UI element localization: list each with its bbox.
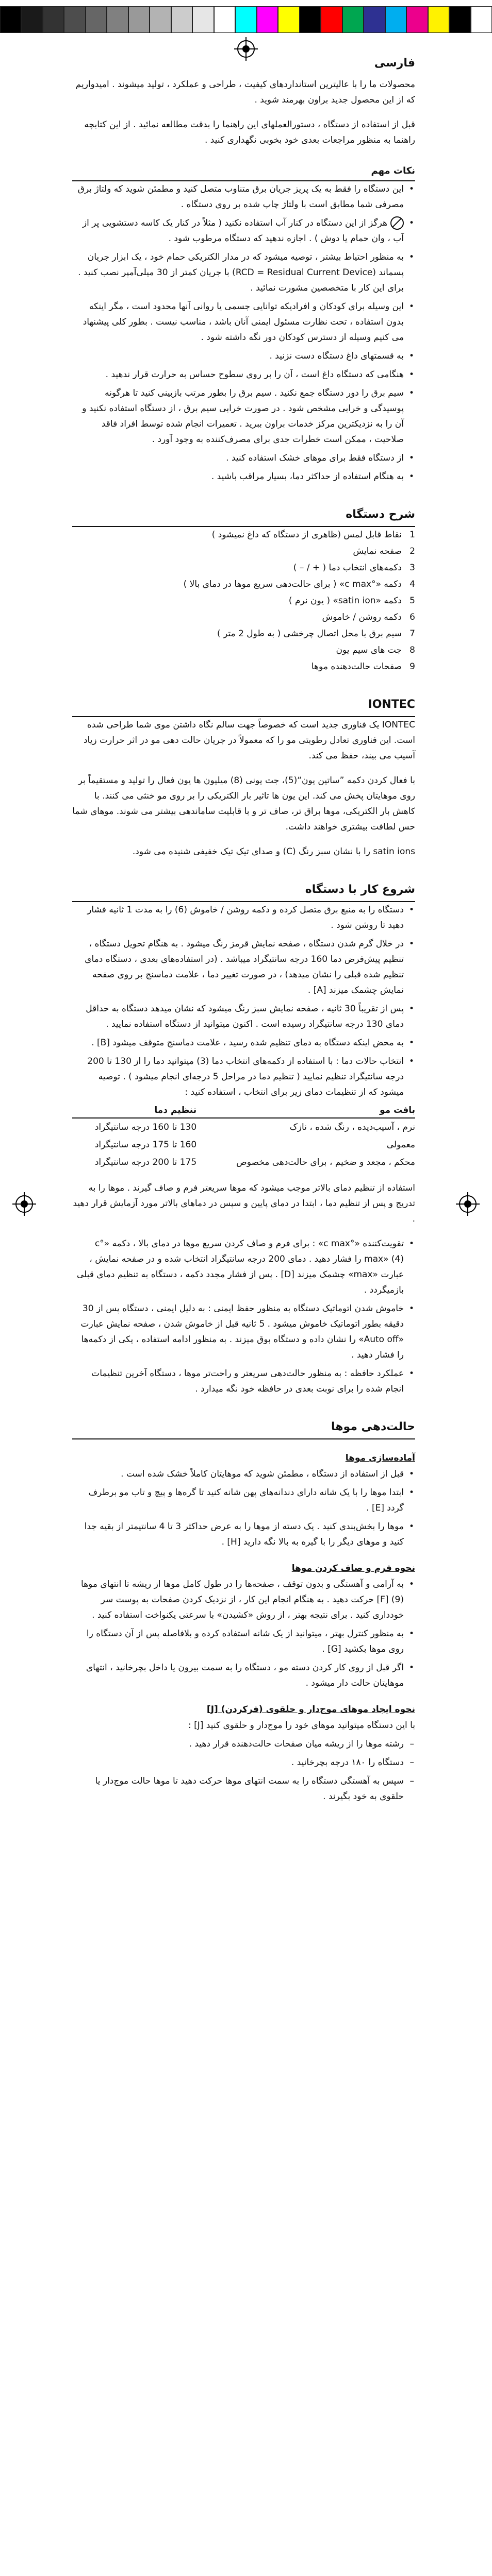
table-cell: 130 تا 160 درجه سانتیگراد xyxy=(94,1122,197,1132)
part-item: 7 سیم برق با محل اتصال چرخشی ( به طول 2 متر ) xyxy=(72,626,415,641)
table-row xyxy=(72,1154,415,1171)
divider xyxy=(72,1438,415,1439)
description-heading: شرح دستگاه xyxy=(346,508,415,521)
list-item: • به هنگام استفاده از حداکثر دما، بسیار مراقب باشید . xyxy=(72,469,415,484)
prep-heading: آماده‌سازی موها xyxy=(345,1453,415,1463)
color-swatch xyxy=(235,6,256,33)
table-header-type: بافت مو xyxy=(196,1103,415,1118)
list-item: • به محض اینکه دستگاه به دمای تنظیم شده رسید ، علامت دماسنج متوقف میشود [B] . xyxy=(72,1035,415,1050)
list-item: – سپس به آهستگی دستگاه را به سمت انتهای موها حرکت دهید تا موها حالت موج‌دار یا حلقوی به خود بگیرند . xyxy=(72,1773,415,1804)
color-swatch xyxy=(64,6,85,33)
intro-paragraph: محصولات ما را با عالیترین استانداردهای کیفیت ، طراحی و عملکرد ، تولید میشوند . امیدواریم که از این محصول جدید براون بهرمند شوید . xyxy=(75,79,415,105)
color-swatch xyxy=(150,6,171,33)
color-swatch xyxy=(342,6,364,33)
color-swatch xyxy=(86,6,107,33)
list-item: – دستگاه را ۱۸۰ درجه بچرخانید . xyxy=(72,1755,415,1770)
table-row xyxy=(72,1136,415,1154)
straighten-heading: نحوه فرم و صاف کردن موها xyxy=(291,1563,415,1573)
parts-list xyxy=(72,527,415,674)
iontec-paragraph: با فعال کردن دکمه ”ساتین یون“(5)، جت یونی (8) میلیون ها یون فعال را تولید و مستقیماً بر روی موهایتان پخش می کند. این یون ها تاثیر بار الکتریکی را بر روی مو خنثی می کنند. با کاهش بار الکتریکی، موها براق تر، صاف تر و با قابلیت ساماندهی بیشتر می شوند. موهای شما حس لطافت بیشتری خواهند داشت. xyxy=(72,775,415,832)
color-swatch xyxy=(21,6,42,33)
memory-feature: • عملکرد حافظه : به منظور حالت‌دهی سریعتر و راحت‌تر موها ، دستگاه آخرین تنظیمات انجام شده را برای نوبت بعدی در حافظه خود نگه میدارد . xyxy=(72,1366,415,1397)
color-swatch xyxy=(449,6,470,33)
list-item: • این وسیله برای کودکان و افرادیکه توانایی جسمی یا روانی آنها محدود است ، مگر اینکه بدون استفاده ، تحت نظارت مسئول ایمنی آنان باشد ، مناسب نیست . بطور کلی پیشنهاد می کنیم وسیله از دسترس کودکان دور نگه داشته شود . xyxy=(72,299,415,345)
no-water-icon xyxy=(390,216,404,230)
list-item: • سیم برق را دور دستگاه جمع نکنید . سیم برق را بطور مرتب بازبینی کنید تا هرگونه پوسیدگی و خرابی مشخص شود . در صورت خرابی سیم برق ، از دستگاه استفاده نکنید و آن را به نزدیکترین مرکز خدمات براون ببرید . تعمیرات انجام شده توسط افراد فاقد صلاحیت ، ممکن است خطرات جدی برای مصرف‌کننده به وجود آورد . xyxy=(72,385,415,447)
table-cell: 160 تا 175 درجه سانتیگراد xyxy=(94,1140,197,1150)
part-item: 3 دکمه‌های انتخاب دما ( + / – ) xyxy=(72,560,415,575)
temp-select-list xyxy=(72,1054,415,1100)
part-item: 6 دکمه روشن / خاموش xyxy=(72,609,415,625)
part-item: 1 نقاط قابل لمس (ظاهری از دستگاه که داغ نمیشود ) xyxy=(72,527,415,543)
start-heading: شروع کار با دستگاه xyxy=(305,883,415,896)
color-swatch xyxy=(107,6,128,33)
list-item: • موها را بخش‌بندی کنید . یک دسته از موها را به عرض حداکثر 3 تا 4 سانتیمتر از بقیه جدا کنید و موهای دیگر را با گیره به بالا نگه دارید [H] . xyxy=(72,1519,415,1550)
color-calibration-bar xyxy=(0,6,492,33)
intro-paragraph: قبل از استفاده از دستگاه ، دستورالعملهای این راهنما را بدقت مطالعه نمائید . از این کتابچه راهنما به منظور مراجعات بعدی خود بخوبی نگهداری کنید . xyxy=(84,120,415,145)
prep-list xyxy=(72,1466,415,1550)
color-swatch xyxy=(128,6,150,33)
manual-page xyxy=(72,57,415,1807)
safety-heading: نکات مهم xyxy=(371,165,415,176)
iontec-heading: IONTEC xyxy=(368,698,415,711)
table-row xyxy=(72,1118,415,1136)
table-cell: محکم ، مجعد و ضخیم ، برای حالت‌دهی مخصوص xyxy=(236,1157,415,1167)
color-swatch xyxy=(171,6,192,33)
registration-mark-right xyxy=(459,1195,477,1213)
part-item: 5 دکمه «satin ion» ( یون نرم ) xyxy=(72,593,415,608)
curl-heading: نحوه ایجاد موهای موج‌دار و حلقوی (فرکردن) [J] xyxy=(206,1704,415,1715)
list-item: • دستگاه را به منبع برق متصل کرده و دکمه روشن / خاموش (6) را به مدت 1 ثانیه فشار دهید تا روشن شود . xyxy=(72,902,415,933)
part-item: 8 جت های سیم یون xyxy=(72,642,415,658)
color-swatch xyxy=(300,6,321,33)
list-item: • به قسمتهای داغ دستگاه دست نزنید . xyxy=(72,348,415,364)
list-item: – رشته موها را از ریشه میان صفحات حالت‌دهنده قرار دهید . xyxy=(72,1736,415,1752)
feature-list xyxy=(72,1236,415,1397)
color-swatch xyxy=(0,6,21,33)
curl-intro: با این دستگاه میتوانید موهای خود را موج‌دار و حلقوی کنید [J] : xyxy=(188,1720,415,1731)
list-item: • هنگامی که دستگاه داغ است ، آن را بر روی سطوح حساس به حرارت قرار ندهید . xyxy=(72,367,415,382)
list-item: • قبل از استفاده از دستگاه ، مطمئن شوید که موهایتان کاملاً خشک شده است . xyxy=(72,1466,415,1482)
color-swatch xyxy=(406,6,428,33)
safety-list xyxy=(72,181,415,484)
color-swatch xyxy=(192,6,214,33)
color-swatch xyxy=(43,6,64,33)
list-item: • این دستگاه را فقط به یک پریز جریان برق متناوب متصل کنید و مطمئن شوید که ولتاژ برق مصرفی شما مطابق است با ولتاژ چاپ شده بر روی دستگاه . xyxy=(72,181,415,212)
list-item: • به منظور کنترل بهتر ، میتوانید از یک شانه استفاده کرده و بلافاصله پس از آن دستگاه را روی موها بکشید [G] . xyxy=(72,1626,415,1657)
table-cell: معمولی xyxy=(386,1140,415,1150)
color-swatch xyxy=(364,6,385,33)
part-item: 4 دکمه «°c max» ( برای حالت‌دهی سریع موها در دمای بالا ) xyxy=(72,577,415,592)
list-item: • پس از تقریباً 30 ثانیه ، صفحه نمایش سبز رنگ میشود که نشان میدهد دستگاه به حداقل دمای 130 درجه سانتیگراد رسیده است . اکنون میتوانید از دستگاه استفاده نمایید . xyxy=(72,1001,415,1032)
color-swatch xyxy=(321,6,342,33)
list-item: • ابتدا موها را با یک شانه دارای دندانه‌های پهن شانه کنید تا گره‌ها و پیچ و تاب مو برطرف گردد [E] . xyxy=(72,1485,415,1516)
auto-off-feature: • خاموش شدن اتوماتیک دستگاه به منظور حفظ ایمنی : به دلیل ایمنی ، دستگاه پس از 30 دقیقه بطور اتوماتیک خاموش میشود . 5 ثانیه قبل از خاموش شدن ، صفحه نمایش عبارت «Auto off» را نشان داده و دستگاه بوق میزند . به منظور ادامه استفاده ، یکی از دکمه‌ها را فشار دهید . xyxy=(72,1301,415,1363)
temp-select-paragraph: • انتخاب حالات دما : با استفاده از دکمه‌های انتخاب دما (3) میتوانید دما را از 130 تا 200 درجه سانتیگراد تنظیم نمایید ( تنظیم دما در مراحل 5 درجه‌ای انجام میشود ) . توصیه میشود که از تنظیمات دمای زیر برای انتخاب ، استفاده کنید : xyxy=(72,1054,415,1100)
list-item: • از دستگاه فقط برای موهای خشک استفاده کنید . xyxy=(72,450,415,466)
list-item: • به آرامی و آهستگی و بدون توقف ، صفحه‌ها را در طول کامل موها از ریشه تا انتهای موها (9) [F] حرکت دهید . به هنگام انجام این کار ، از نزدیک کردن صفحات به پوست سر خودداری کنید . برای نتیجه بهتر ، از روش «کشیدن» با سرعتی یکنواخت استفاده کنید . xyxy=(72,1577,415,1623)
iontec-paragraph: satin ions را با نشان سبز رنگ (C) و صدای تیک تیک خفیفی شنیده می شود. xyxy=(132,846,415,857)
list-item: • به منظور احتیاط بیشتر ، توصیه میشود که در مدار الکتریکی حمام خود ، یک ابزار جریان پسماند (RCD = Residual Current Device) با جریان کمتر از 30 میلی‌آمپر نصب کنید . برای این کار با متخصصین مشورت نمائید . xyxy=(72,249,415,296)
list-item: • هرگز از این دستگاه در کنار آب استفاده نکنید ( مثلاً در کنار یک کاسه دستشویی پر از آب ، وان حمام یا دوش ) . اجازه ندهید که دستگاه مرطوب شود . xyxy=(72,215,415,246)
part-item: 9 صفحات حالت‌دهنده موها xyxy=(72,659,415,674)
curl-list xyxy=(72,1736,415,1804)
list-item: • در خلال گرم شدن دستگاه ، صفحه نمایش قرمز رنگ میشود . به هنگام تحویل دستگاه ، تنظیم پیش‌فرض دما 160 درجه سانتیگراد میباشد . (در استفاده‌های بعدی ، دستگاه دمای تنظیم شده قبلی را نشان میدهد) ، در صورت تغییر دما ، علامت دماسنج بر روی صفحه نمایش چشمک میزند [A] . xyxy=(72,936,415,998)
part-item: 2 صفحه نمایش xyxy=(72,544,415,559)
table-cell: نرم ، آسیب‌دیده ، رنگ شده ، نازک xyxy=(289,1122,415,1132)
styling-heading: حالت‌دهی موها xyxy=(331,1420,415,1433)
registration-mark-top xyxy=(237,40,255,58)
color-swatch xyxy=(385,6,406,33)
registration-mark-left xyxy=(15,1195,33,1213)
table-cell: 175 تا 200 درجه سانتیگراد xyxy=(94,1157,197,1167)
color-swatch xyxy=(471,6,492,33)
max-feature: • تقویت‌کننده «°c max» : برای فرم و صاف کردن سریع موها در دمای بالا ، دکمه «°c max» (4) را فشار دهید . دمای 200 درجه سانتیگراد انتخاب شده و در صفحه نمایش ، عبارت «max» چشمک میزند [D] . پس از فشار مجدد دکمه ، دستگاه به تنظیم دمای قبلی بازمیگردد . xyxy=(72,1236,415,1298)
language-title: فارسی xyxy=(374,57,415,70)
temp-note: استفاده از تنظیم دمای بالاتر موجب میشود که موها سریعتر فرم و صاف گیرند . موها را به تدریج و پس از تنظیم دما ، ابتدا در دمای پایین و سپس در دماهای بالاتر مورد آزمایش قرار دهید . xyxy=(73,1183,415,1224)
start-list xyxy=(72,902,415,1050)
color-swatch xyxy=(428,6,449,33)
color-swatch xyxy=(214,6,235,33)
color-swatch xyxy=(278,6,299,33)
list-item: • اگر قبل از روی کار کردن دسته مو ، دستگاه را به سمت بیرون یا داخل بچرخانید ، انتهای موهایتان حالت دار میشود . xyxy=(72,1660,415,1691)
color-swatch xyxy=(257,6,278,33)
temperature-table xyxy=(72,1103,415,1171)
straighten-list xyxy=(72,1577,415,1691)
iontec-paragraph: IONTEC یک فناوری جدید است که خصوصاً جهت سالم نگاه داشتن موی شما طراحی شده است. این فناوری تعادل رطوبتی مو را که معمولاً در جریان حالت دهی مو در اثر حرارت زیاد آسیب می بیند، حفظ می کند. xyxy=(83,720,415,761)
table-header-temp: تنظیم دما xyxy=(72,1103,196,1118)
